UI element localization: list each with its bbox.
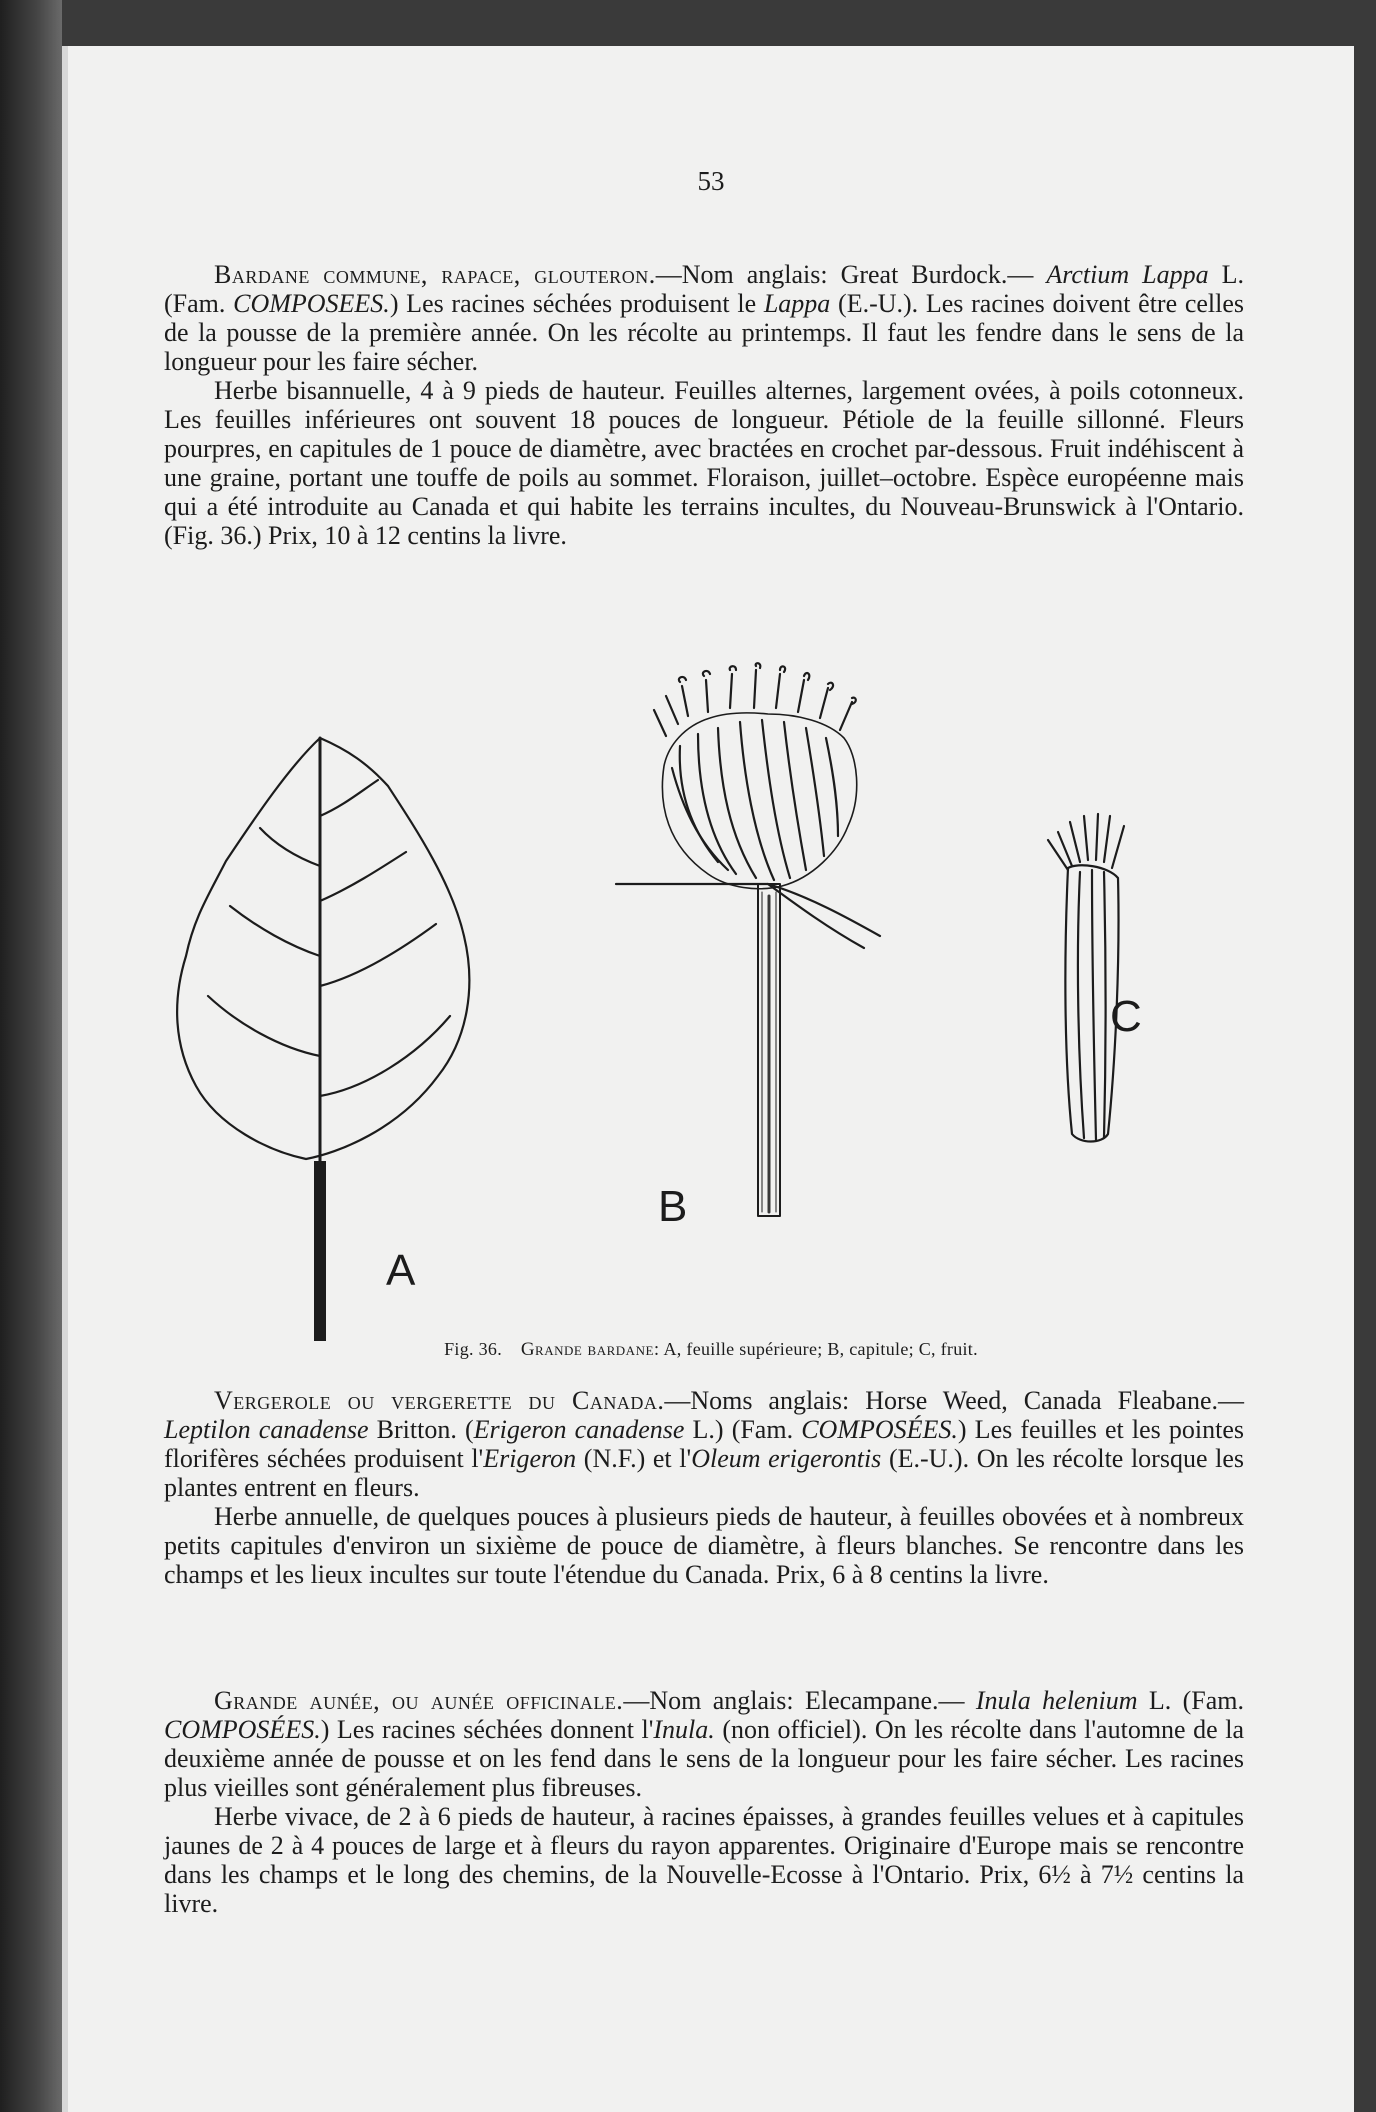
fruit-drawing-c: [1048, 814, 1124, 1142]
aunee-family: COMPOSÉES.: [164, 1715, 321, 1744]
vergerole-paragraph-1: [164, 1386, 1244, 1502]
section-bardane: [164, 260, 1244, 550]
aunee-text-a: ) Les racines séchées donnent l': [320, 1715, 654, 1744]
bardane-text-a: ) Les racines séchées produisent le: [389, 289, 757, 318]
figure-caption-number: Fig. 36.: [444, 1339, 502, 1359]
bardane-heading: Bardane commune, rapace, glouteron.: [214, 260, 656, 289]
flower-head-drawing-b: [616, 663, 880, 1216]
vergerole-heading: Vergerole ou vergerette du Canada.: [214, 1386, 665, 1415]
bardane-family: COMPOSEES.: [233, 289, 390, 318]
figure-caption-text: A, feuille supérieure; B, capitule; C, fruit.: [663, 1339, 978, 1359]
figure-36: [68, 656, 1354, 1346]
aunee-text-b: (non officiel). On les récolte dans l'automne de la deuxième année de pousse et on les fend dans le sens de la longueur pour les faire sécher. Les racines plus vieilles sont généralement plus fibreuses.: [164, 1715, 1245, 1802]
aunee-author: L. (Fam.: [1148, 1686, 1245, 1715]
vergerole-latin-name-1: Leptilon canadense: [164, 1415, 369, 1444]
section-vergerole: [164, 1386, 1244, 1589]
bardane-paragraph-1: [164, 260, 1244, 376]
aunee-heading: Grande aunée, ou aunée officinale.: [214, 1686, 624, 1715]
aunee-english-name: —Nom anglais: Elecampane.—: [623, 1686, 965, 1715]
aunee-paragraph-1: [164, 1686, 1244, 1802]
bardane-lappa: Lappa: [763, 289, 831, 318]
figure-label-c: C: [1110, 992, 1142, 1041]
book-page: [62, 46, 1354, 2112]
bardane-paragraph-2: Herbe bisannuelle, 4 à 9 pieds de hauteur. Feuilles alternes, largement ovées, à poils cotonneux. Les feuilles inférieures ont souvent 18 pouces de longueur. Pétiole de la feuille sillonné. Fleurs pourpres, en capitules de 1 pouce de diamètre, avec bractées en crochet par-dessous. Fruit indéhiscent à une graine, portant une touffe de poils au sommet. Floraison, juillet–octobre. Espèce européenne mais qui a été introduite au Canada et qui habite les terrains incultes, du Nouveau-Brunswick à l'Ontario. (Fig. 36.) Prix, 10 à 12 centins la livre.: [164, 376, 1244, 550]
aunee-inula: Inula.: [653, 1715, 715, 1744]
bardane-author: L. (Fam.: [164, 260, 1245, 318]
figure-36-drawing: [68, 656, 1354, 1346]
figure-label-a: A: [386, 1246, 416, 1295]
aunee-latin-name: Inula helenium: [975, 1686, 1138, 1715]
book-spine: [0, 0, 62, 2112]
vergerole-family: COMPOSÉES.: [801, 1415, 958, 1444]
aunee-paragraph-2: Herbe vivace, de 2 à 6 pieds de hauteur, à racines épaisses, à grandes feuilles velues et à capitules jaunes de 2 à 4 pouces de large et à fleurs du rayon apparentes. Originaire d'Europe mais se rencontre dans les champs et le long des chemins, de la Nouvelle-Ecosse à l'Ontario. Prix, 6½ à 7½ centins la livre.: [164, 1802, 1244, 1918]
figure-caption: [68, 1339, 1354, 1361]
vergerole-text-b: (N.F.) et l': [583, 1444, 692, 1473]
section-aunee: [164, 1686, 1244, 1918]
vergerole-author-2: L.) (Fam.: [692, 1415, 794, 1444]
figure-caption-title: Grande bardane:: [520, 1339, 660, 1360]
leaf-drawing-a: [177, 738, 469, 1341]
vergerole-paragraph-2: Herbe annuelle, de quelques pouces à plusieurs pieds de hauteur, à feuilles obovées et à nombreux petits capitules d'environ un sixième de pouce de diamètre, à fleurs blanches. Se rencontre dans les champs et les lieux incultes sur toute l'étendue du Canada. Prix, 6 à 8 centins la livre.: [164, 1502, 1244, 1589]
vergerole-latin-name-2: Erigeron canadense: [473, 1415, 685, 1444]
vergerole-oleum: Oleum erigerontis: [691, 1444, 882, 1473]
vergerole-author-1: Britton. (: [376, 1415, 474, 1444]
vergerole-erigeron: Erigeron: [483, 1444, 577, 1473]
vergerole-text-c: (E.-U.). On les récolte lorsque les plantes entrent en fleurs.: [164, 1444, 1245, 1502]
bardane-text-b: (E.-U.). Les racines doivent être celles de la pousse de la première année. On les récolte au printemps. Il faut les fendre dans le sens de la longueur pour les faire sécher.: [164, 289, 1245, 376]
vergerole-text-a: ) Les feuilles et les pointes florifères séchées produisent l': [164, 1415, 1244, 1473]
figure-label-b: B: [658, 1182, 688, 1231]
bardane-latin-name: Arctium Lappa: [1046, 260, 1209, 289]
bardane-english-name: —Nom anglais: Great Burdock.—: [655, 260, 1034, 289]
page-number: 53: [697, 166, 725, 196]
vergerole-english-names: —Noms anglais: Horse Weed, Canada Fleabane.—: [664, 1386, 1244, 1415]
